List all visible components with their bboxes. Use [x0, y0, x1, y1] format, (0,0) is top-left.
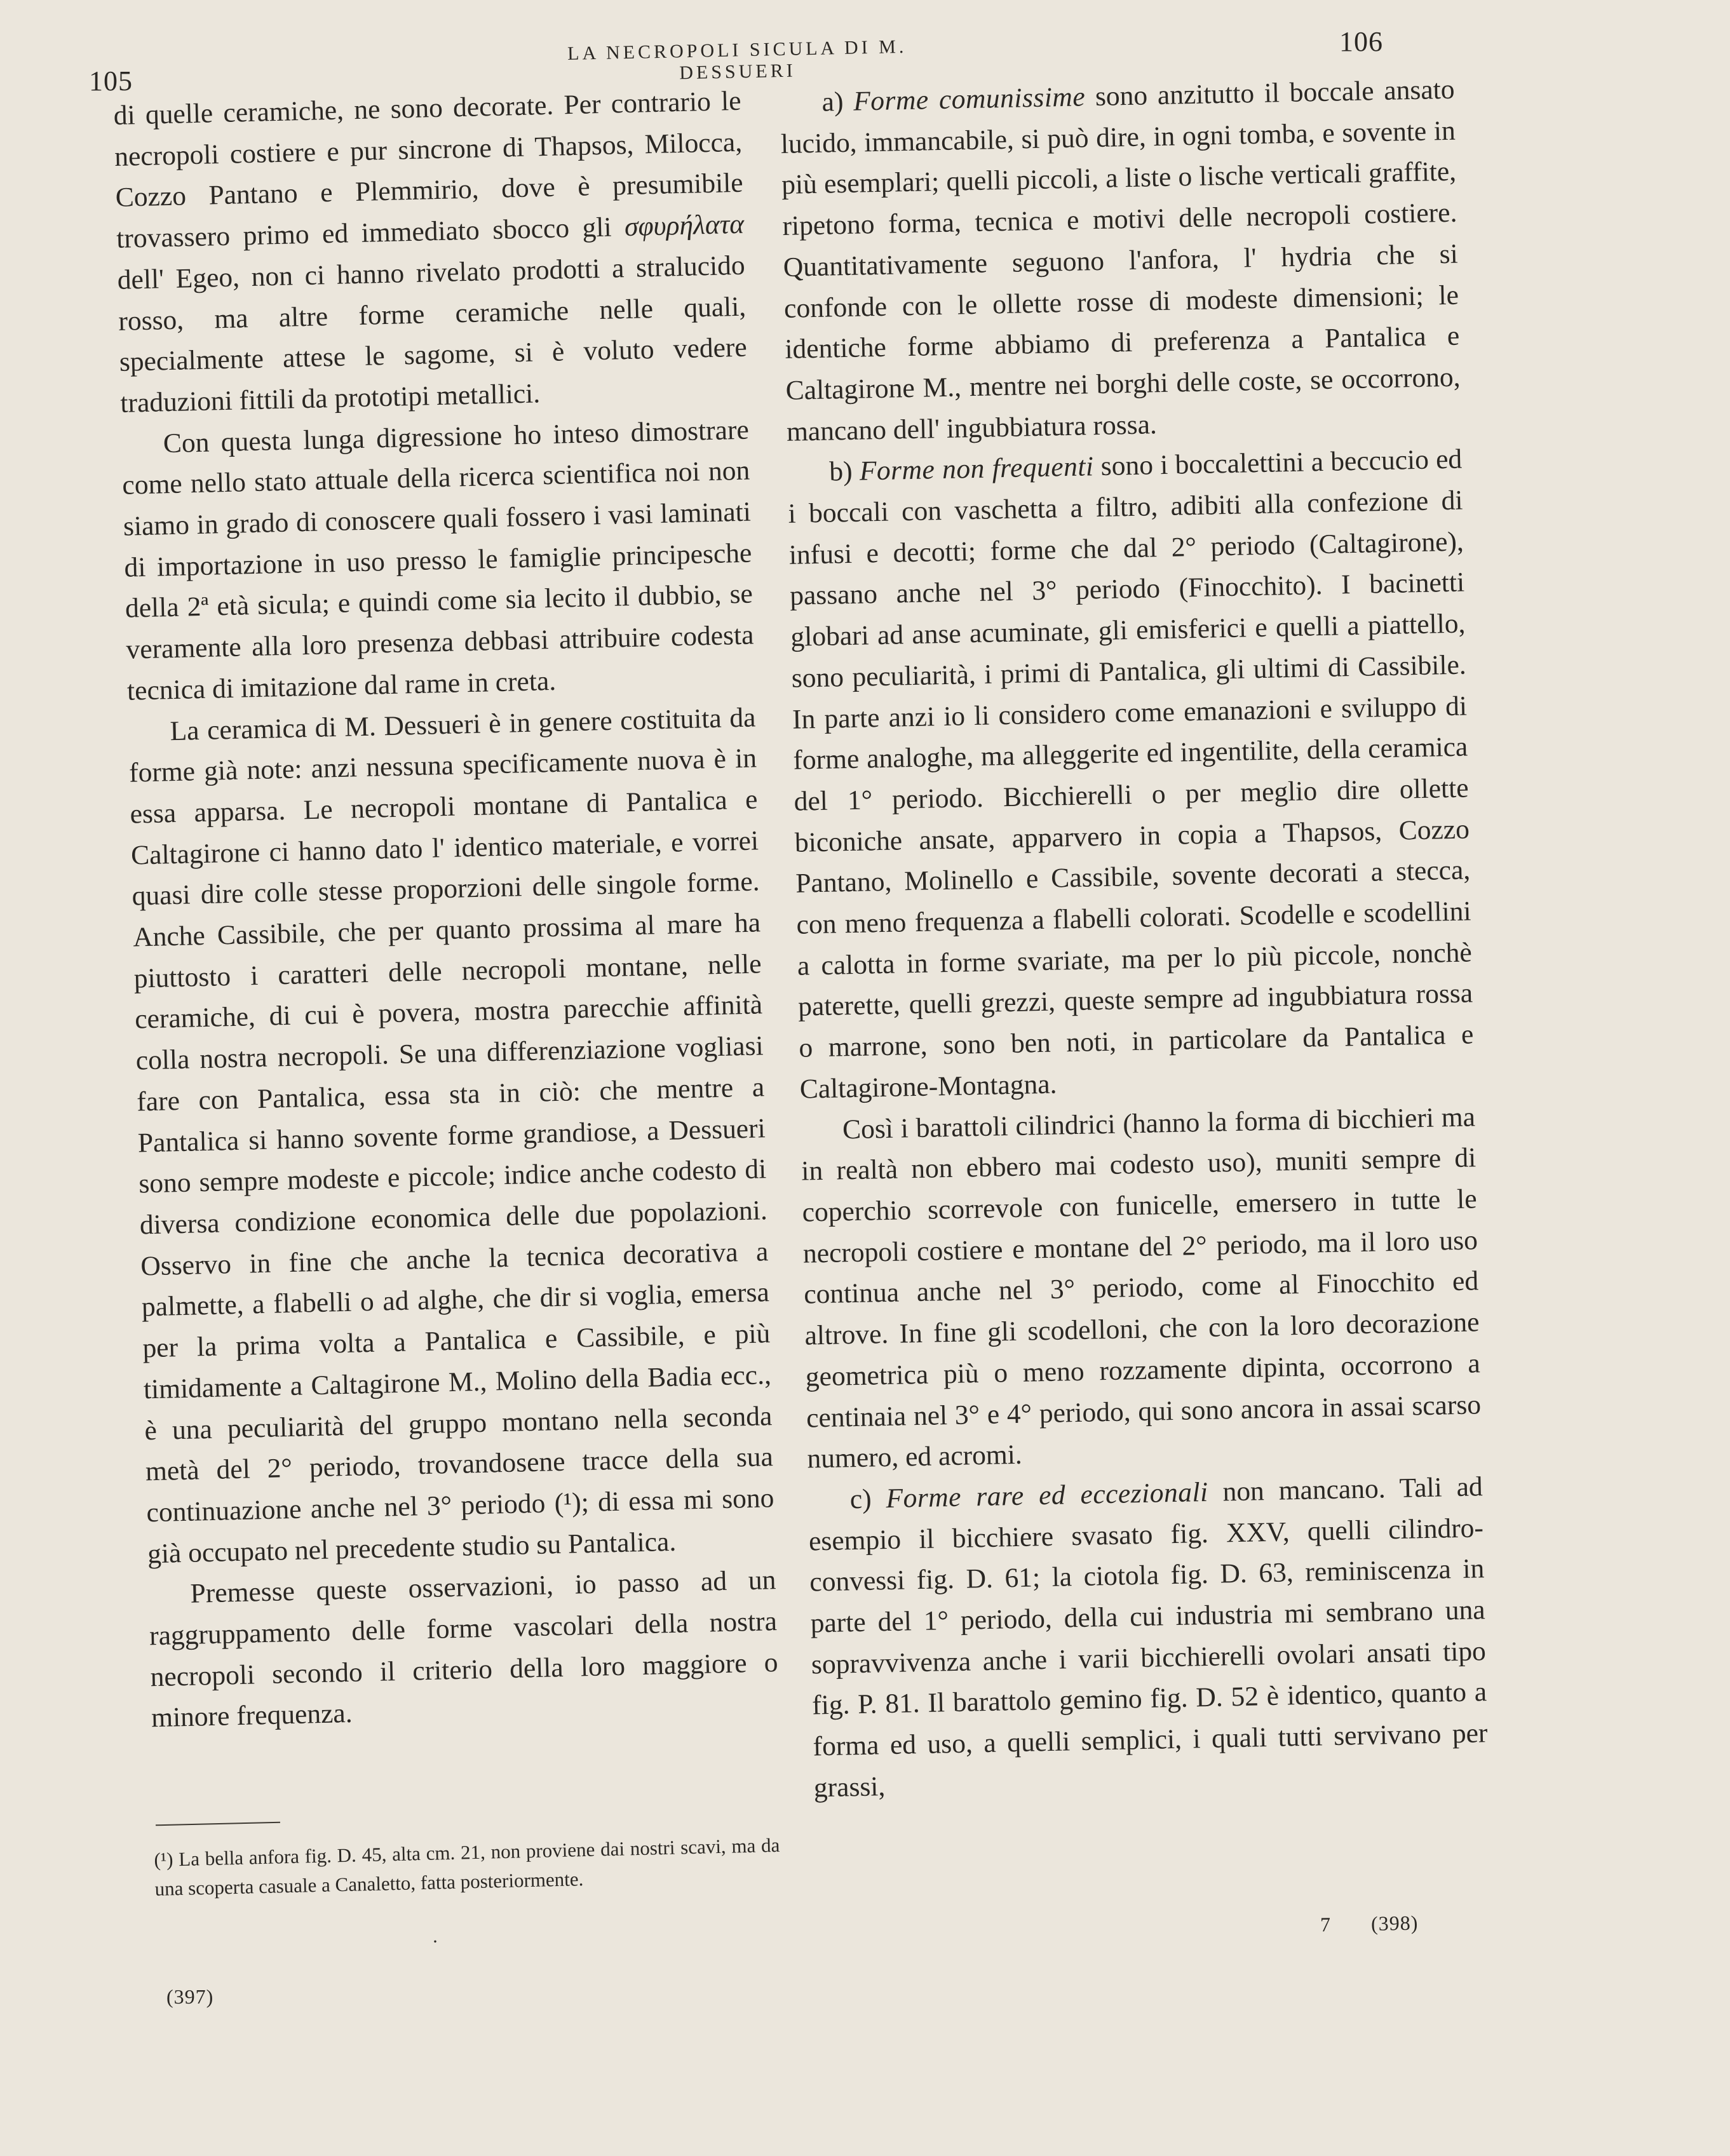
- paragraph: Con questa lunga digressione ho inteso dimostrare come nello stato attuale della ricerca scientifica noi non siamo in grado di conoscere quali fossero i vasi laminati di importazione in uso presso le famiglie principesche della 2ª età sicula; e quindi come sia lecito il dubbio, se veramente alla loro presenza debbasi attribuire codesta tecnica di imitazione dal rame in creta.: [121, 414, 754, 706]
- section-title: Forme comunissime: [853, 81, 1086, 117]
- list-label: a): [821, 86, 844, 118]
- paragraph-text: di essa mi sono già occupato nel precedente studio su Pantalica.: [147, 1483, 774, 1569]
- paragraph-text: La ceramica di M. Dessueri è in genere costituita da forme già note: anzi nessuna specificamente nuova è in essa apparsa. Le necropoli montane di Pantalica e Caltagirone ci hanno dato l' identico materiale, e vorrei quasi dire colle stesse proporzioni delle singole forme. Anche Cassibile, che per quanto prossima al mare ha piuttosto i caratteri delle necropoli montane, nelle ceramiche, di cui è povera, mostra parecchie affinità colla nostra necropoli. Se una differenziazione vogliasi fare con Pantalica, essa sta in ciò: che mentre a Pantalica si hanno sovente forme grandiose, a Dessueri sono sempre modeste e piccole; indice anche codesto di diversa condizione economica delle due popolazioni. Osservo in fine che anche la tecnica decorativa a palmette, a flabelli o ad alghe, che dir si voglia, emersa per la prima volta a Pantalica e Cassibile, e più timidamente a Caltagirone M., Molino della Badia ecc., è una peculiarità del gruppo montano nella seconda metà del 2° periodo, trovandosene tracce della sua continuazione anche nel 3° periodo: [128, 701, 774, 1528]
- paragraph-text: sono anzitutto il boccale ansato lucido, immancabile, si può dire, in ogni tomba, e sovente in più esemplari; quelli piccoli, a liste o lische verticali graffite, ripetono forma, tecnica e motivi delle necropoli costiere. Quantitativamente seguono l'anfora, l' hydria che si confonde con le ollette rosse di modeste dimensioni; le identiche forme abbiamo di preferenza a Pantalica e Caltagirone M., mentre nei borghi delle coste, se occorrono, mancano dell' ingubbiatura rossa.: [780, 74, 1461, 447]
- paragraph: [128, 697, 776, 1575]
- signature-left: (397): [166, 1985, 214, 2008]
- signature-number: (398): [1370, 1911, 1419, 1935]
- signature-right: [1320, 1911, 1419, 1937]
- paragraph: Così i barattoli cilindrici (hanno la forma di bicchieri ma in realtà non ebbero mai codesto uso), muniti sempre di coperchio scorrevole con funicelle, emersero in tutte le necropoli costiere e montane del 2° periodo, ma il loro uso continua anche nel 3° periodo, come al Finocchito ed altrove. In fine gli scodelloni, che con la loro decorazione geometrica più o meno rozzamente dipinta, occorrono a centinaia nel 3° e 4° periodo, qui sono ancora in assai scarso numero, ed acromi.: [801, 1101, 1482, 1474]
- page-number-left: 105: [89, 65, 133, 97]
- paragraph-a: [780, 69, 1461, 453]
- paragraph: Premesse queste osservazioni, io passo ad un raggruppamento delle forme vascolari della nostra necropoli secondo il criterio della loro maggiore o minore frequenza.: [149, 1565, 778, 1734]
- left-column: [113, 81, 780, 1739]
- greek-word: σφυρήλατα: [624, 208, 745, 243]
- section-title: Forme rare ed eccezionali: [886, 1476, 1209, 1514]
- footnote-text: La bella anfora fig. D. 45, alta cm. 21, non proviene dai nostri scavi, ma da una scoperta casuale a Canaletto, fatta posteriormente.: [154, 1833, 780, 1900]
- paragraph-text: dell' Egeo, non ci hanno rivelato prodotti a stralucido rosso, ma altre forme ceramiche nelle quali, specialmente attese le sagome, si è voluto vedere traduzioni fittili da prototipi metallici.: [117, 250, 748, 419]
- print-mark: ·: [432, 1931, 438, 1952]
- footnote-reference: (¹);: [554, 1486, 590, 1519]
- footnote-marker: (¹): [154, 1848, 173, 1871]
- footnote: [154, 1831, 781, 1904]
- footnote-divider: [156, 1822, 280, 1826]
- list-label: c): [849, 1483, 872, 1515]
- page-number-right: 106: [1339, 26, 1383, 57]
- paragraph: [113, 81, 748, 424]
- list-label: b): [828, 456, 853, 487]
- paragraph-b: [787, 439, 1475, 1110]
- sheet-number: 7: [1320, 1913, 1332, 1936]
- paragraph-text: di quelle ceramiche, ne sono decorate. Per contrario le necropoli costiere e pur sincrone di Thapsos, Milocca, Cozzo Pantano e Plemmirio, dove è presumibile trovassero primo ed immediato sbocco gli: [113, 85, 744, 255]
- paragraph-text: sono i boccalettini a beccucio ed i boccali con vaschetta a filtro, adibiti alla confezione di infusi e decotti; forme che dal 2° periodo (Caltagirone), passano anche nel 3° periodo (Finocchito). I bacinetti globari ad anse acuminate, gli emisferici e quelli a piattello, sono peculiarità, i primi di Pantalica, gli ultimi di Cassibile. In parte anzi io li considero come emanazioni e sviluppo di forme analoghe, ma alleggerite ed ingentilite, della ceramica del 1° periodo. Bicchierelli o per meglio dire ollette biconiche ansate, apparvero in copia a Thapsos, Cozzo Pantano, Molinello e Cassibile, sovente decorati a stecca, con meno frequenza a flabelli colorati. Scodelle e scodellini a calotta in forme svariate, ma per lo più piccole, nonchè paterette, quelli grezzi, queste sempre ad ingubbiatura rossa o marrone, sono ben noti, in particolare da Pantalica e Caltagirone-Montagna.: [788, 443, 1474, 1105]
- section-title: Forme non frequenti: [859, 451, 1094, 487]
- right-column: [780, 69, 1489, 1809]
- paragraph-text: non mancano. Tali ad esempio il bicchiere svasato fig. XXV, quelli cilindro-convessi fig. D. 61; la ciotola fig. D. 63, reminiscenza in parte del 1° periodo, della cui industria mi sembrano una sopravvivenza anche i varii bicchierelli ovolari ansati tipo fig. P. 81. Il barattolo gemino fig. D. 52 è identico, quanto a forma ed uso, a quelli semplici, i quali tutti servivano per grassi,: [808, 1471, 1488, 1803]
- running-title: LA NECROPOLI SICULA DI M. DESSUERI: [567, 36, 907, 84]
- paragraph-c: [808, 1466, 1489, 1809]
